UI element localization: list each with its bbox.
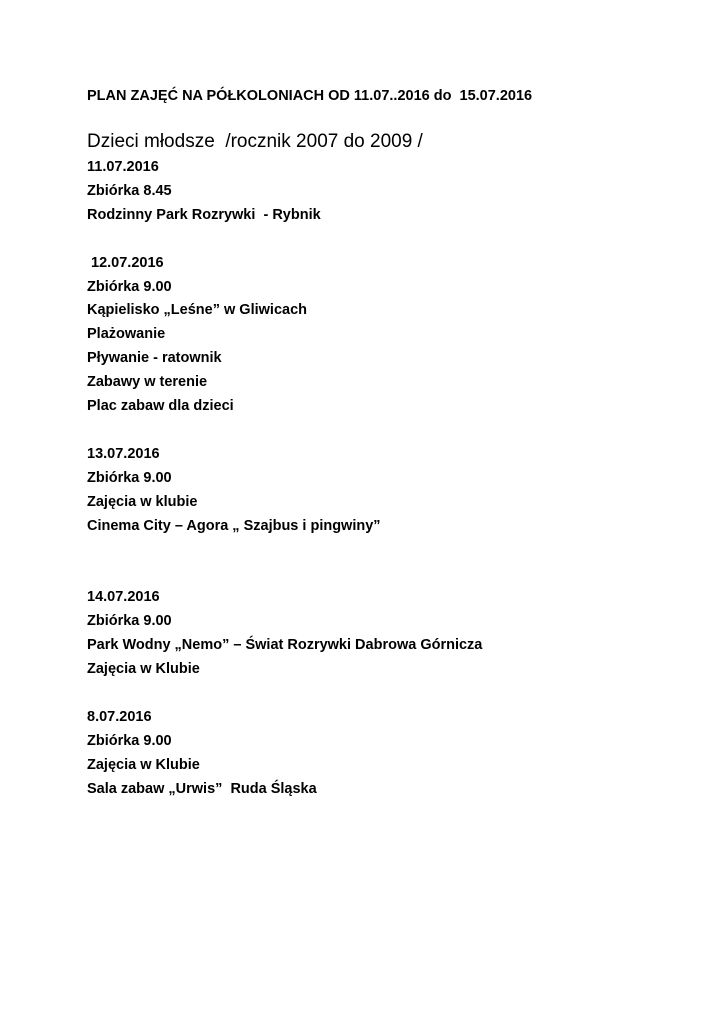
- day-line: Zajęcia w Klubie: [87, 756, 200, 773]
- group-heading: Dzieci młodsze /rocznik 2007 do 2009 /: [87, 131, 423, 152]
- day-line: Zbiórka 9.00: [87, 469, 172, 486]
- day-date: 11.07.2016: [87, 159, 159, 175]
- day-line: Zbiórka 9.00: [87, 732, 172, 749]
- day-date: 8.07.2016: [87, 709, 152, 726]
- day-date: 13.07.2016: [87, 445, 160, 462]
- day-line: Zajęcia w klubie: [87, 493, 198, 510]
- day-date: 12.07.2016: [91, 254, 164, 271]
- day-section-1: [87, 156, 707, 228]
- document-content: [87, 84, 707, 802]
- day-section-4: [87, 586, 707, 682]
- day-line: Zabawy w terenie: [87, 374, 208, 391]
- day-line: Rodzinny Park Rozrywki - Rybnik: [87, 206, 321, 223]
- day-line: Cinema City – Agora „ Szajbus i pingwiny”: [87, 517, 381, 534]
- document-title: PLAN ZAJĘĆ NA PÓŁKOLONIACH OD 11.07..2016 do 15.07.2016: [87, 88, 533, 104]
- day-section-5: [87, 706, 707, 802]
- day-line: Zajęcia w Klubie: [87, 661, 200, 678]
- day-line: Kąpielisko „Leśne” w Gliwicach: [87, 302, 307, 319]
- day-line: Plażowanie: [87, 326, 166, 343]
- day-date: 14.07.2016: [87, 589, 160, 606]
- day-line: Zbiórka 8.45: [87, 182, 172, 199]
- day-line: Zbiórka 9.00: [87, 613, 172, 630]
- day-section-2: [87, 252, 707, 419]
- day-line: Sala zabaw „Urwis” Ruda Śląska: [87, 780, 317, 797]
- day-line: Park Wodny „Nemo” – Świat Rozrywki Dabrowa Górnicza: [87, 637, 483, 654]
- day-section-3: [87, 443, 707, 539]
- day-line: Plac zabaw dla dzieci: [87, 398, 234, 415]
- day-line: Zbiórka 9.00: [87, 278, 172, 295]
- day-line: Pływanie - ratownik: [87, 350, 222, 367]
